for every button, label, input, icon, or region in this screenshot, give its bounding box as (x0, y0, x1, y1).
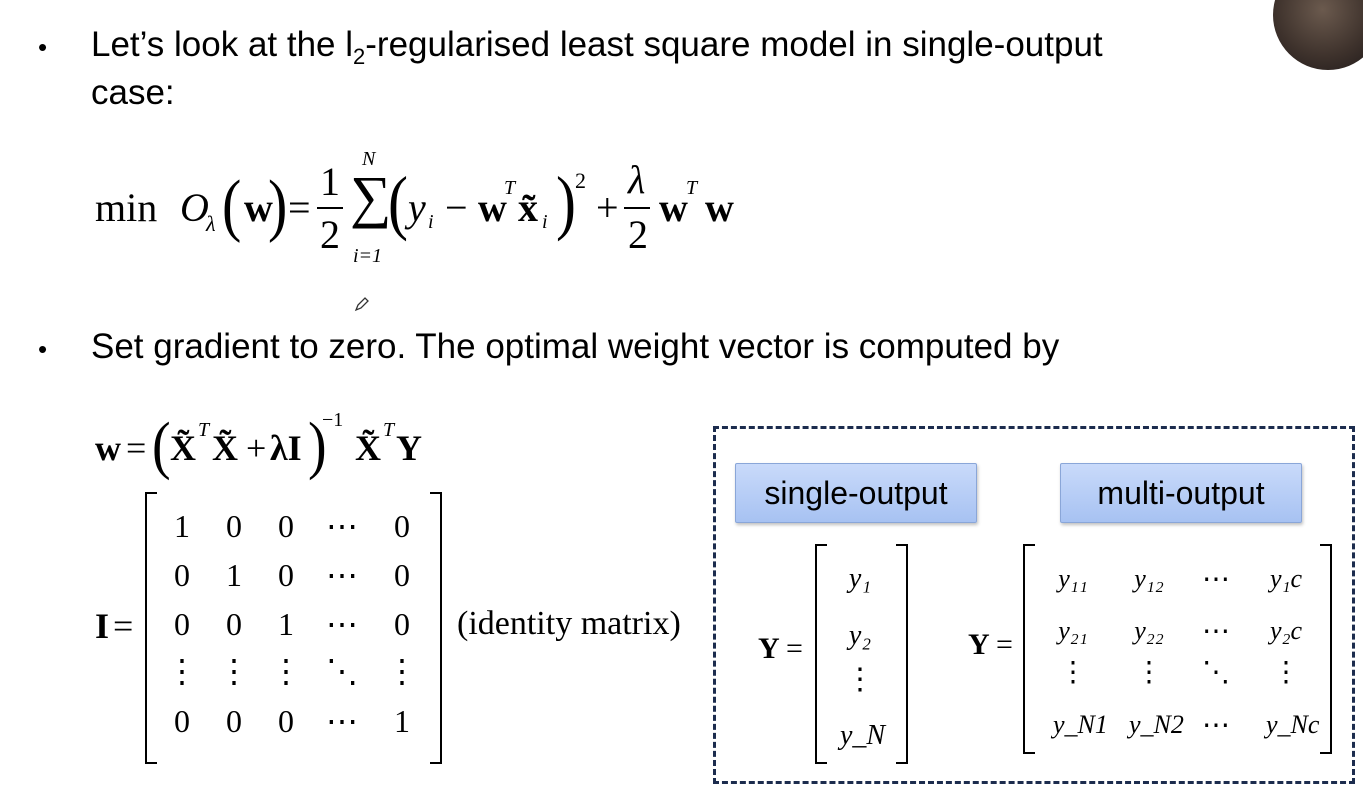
identity-equals: = (113, 606, 134, 646)
obj-w3: w (659, 185, 688, 230)
bullet-1-dot: • (38, 32, 48, 62)
obj-sum: ∑ (350, 164, 392, 229)
identity-label: I (95, 606, 110, 646)
sol-rparen: ) (308, 410, 327, 482)
obj-rparen2: ) (556, 162, 576, 242)
single-right-bracket (896, 544, 908, 764)
identity-cell-4-3: ⋯ (326, 703, 358, 739)
obj-equals: = (288, 185, 311, 230)
obj-lparen: ( (222, 165, 242, 244)
obj-sum-lower: i=1 (353, 245, 383, 267)
identity-cell-4-2: 0 (278, 703, 294, 739)
obj-x-i: i (542, 211, 548, 233)
obj-half-num: 1 (320, 159, 340, 204)
multi-entry-3-0: y_N1 (1053, 710, 1108, 739)
obj-plus: + (596, 185, 619, 230)
single-entry-0: y₁ (848, 563, 872, 594)
obj-w2: w (478, 185, 507, 230)
identity-cell-3-4: ⋮ (386, 653, 418, 689)
sol-X2: X̃ (212, 428, 238, 468)
pencil-cursor-icon (353, 297, 369, 313)
identity-cell-2-2: 1 (278, 606, 294, 642)
sol-lambdaI: λI (270, 428, 302, 468)
presenter-webcam (1273, 0, 1363, 70)
multi-entry-2-1: ⋮ (1135, 657, 1163, 688)
single-Y: Y (758, 632, 780, 665)
obj-lambda-bar (624, 207, 650, 209)
multi-entry-0-3: y₁c (1269, 564, 1303, 593)
multi-output-tag: multi-output (1060, 463, 1302, 523)
multi-entry-3-1: y_N2 (1129, 710, 1184, 739)
obj-minus: − (445, 185, 468, 230)
bullet-1-post: -regularised least square model in single-output (365, 25, 1103, 64)
obj-half-bar (317, 207, 343, 209)
single-entry-3: y_N (840, 720, 886, 751)
obj-O: O (180, 185, 209, 230)
bullet-1-sub: 2 (353, 44, 366, 69)
single-output-tag: single-output (735, 463, 977, 523)
identity-cell-3-1: ⋮ (218, 653, 250, 689)
multi-entry-0-2: ⋯ (1202, 564, 1230, 595)
identity-cell-0-4: 0 (394, 508, 410, 544)
identity-cell-3-0: ⋮ (166, 653, 198, 689)
identity-cell-1-0: 0 (174, 557, 190, 593)
bullet-1-pre: Let’s look at the l (91, 25, 354, 64)
obj-min: min (95, 185, 158, 230)
obj-lambda-num: λ (628, 157, 646, 202)
multi-equals: = (996, 628, 1013, 661)
multi-entry-2-3: ⋮ (1272, 657, 1300, 688)
obj-y-i: i (428, 211, 434, 233)
identity-right-bracket (430, 492, 442, 764)
identity-caption: (identity matrix) (457, 605, 681, 642)
sol-X3: X̃ (355, 428, 381, 468)
multi-entry-1-3: y₂c (1269, 616, 1303, 645)
obj-square: 2 (575, 168, 586, 193)
single-entry-1: y₂ (848, 620, 872, 651)
identity-cell-0-2: 0 (278, 508, 294, 544)
sol-plus: + (246, 428, 267, 468)
bullet-1-line2: case: (91, 73, 175, 112)
multi-entry-1-2: ⋯ (1202, 616, 1230, 647)
identity-cell-2-1: 0 (226, 606, 242, 642)
sol-w: w (95, 428, 121, 468)
identity-cell-0-0: 1 (174, 508, 190, 544)
single-left-bracket (815, 544, 827, 764)
multi-Y: Y (968, 628, 990, 661)
sol-T1: T (198, 419, 210, 441)
obj-y: y (408, 185, 426, 230)
multi-right-bracket (1320, 544, 1332, 754)
identity-cell-4-0: 0 (174, 703, 190, 739)
bullet-2-text: Set gradient to zero. The optimal weight vector is computed by (91, 327, 1060, 366)
sol-X1: X̃ (170, 428, 196, 468)
identity-cell-0-1: 0 (226, 508, 242, 544)
multi-entry-3-3: y_Nc (1266, 710, 1320, 739)
multi-entry-0-1: y₁₂ (1134, 564, 1164, 593)
obj-lparen2: ( (388, 162, 408, 242)
identity-left-bracket (145, 492, 157, 764)
multi-entry-1-0: y₂₁ (1058, 616, 1088, 645)
identity-cell-2-0: 0 (174, 606, 190, 642)
identity-cell-4-4: 1 (394, 703, 410, 739)
identity-cell-2-4: 0 (394, 606, 410, 642)
sol-lparen: ( (152, 410, 171, 482)
multi-entry-3-2: ⋯ (1202, 710, 1230, 741)
identity-cell-3-2: ⋮ (270, 653, 302, 689)
obj-x: x̃ (518, 185, 538, 230)
bullet-1-text (91, 22, 1103, 79)
identity-cell-1-3: ⋯ (326, 557, 358, 593)
sol-Y: Y (396, 428, 422, 468)
multi-entry-2-2: ⋱ (1202, 657, 1230, 688)
obj-w: w (244, 185, 273, 230)
identity-cell-0-3: ⋯ (326, 508, 358, 544)
sol-inv: −1 (322, 409, 344, 431)
obj-T: T (504, 177, 516, 199)
multi-entry-1-1: y₂₂ (1134, 616, 1164, 645)
single-entry-2: ⋮ (845, 663, 875, 696)
obj-rparen: ) (268, 165, 288, 244)
multi-entry-0-0: y₁₁ (1058, 564, 1088, 593)
multi-left-bracket (1023, 544, 1035, 754)
identity-cell-3-3: ⋱ (326, 653, 358, 689)
obj-lambda-sub: λ (206, 211, 216, 236)
obj-T2: T (686, 177, 698, 199)
bullet-2-dot: • (38, 334, 48, 364)
multi-entry-2-0: ⋮ (1059, 657, 1087, 688)
identity-cell-2-3: ⋯ (326, 606, 358, 642)
identity-cell-1-2: 0 (278, 557, 294, 593)
obj-lambda-den: 2 (628, 212, 648, 257)
obj-sum-upper: N (362, 148, 376, 170)
sol-equals: = (126, 428, 147, 468)
identity-cell-4-1: 0 (226, 703, 242, 739)
obj-half-den: 2 (320, 212, 340, 257)
sol-T2: T (383, 419, 395, 441)
identity-cell-1-1: 1 (226, 557, 242, 593)
identity-cell-1-4: 0 (394, 557, 410, 593)
single-equals: = (786, 632, 803, 665)
obj-w4: w (705, 185, 734, 230)
